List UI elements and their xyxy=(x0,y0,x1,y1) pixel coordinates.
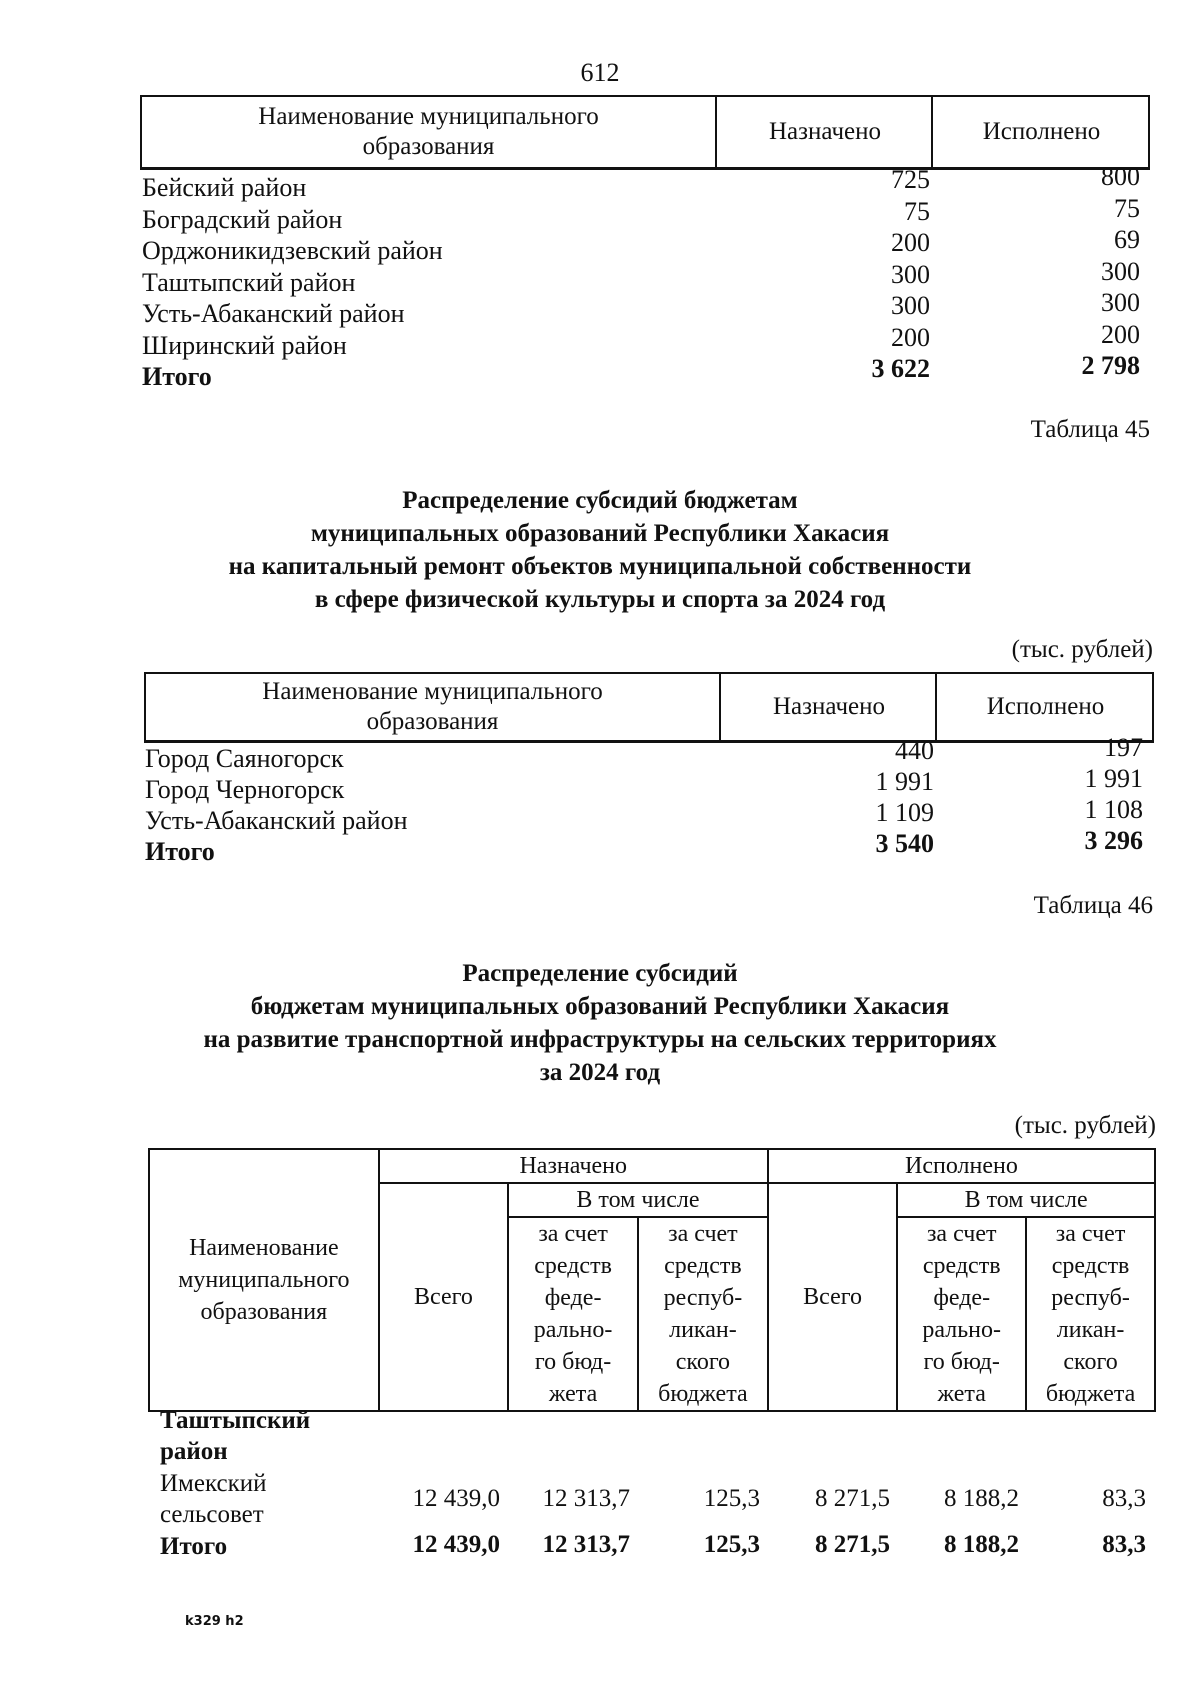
table45-table-row xyxy=(0,764,1200,804)
table45-title-line: на капитальный ремонт объектов муниципальной собственности xyxy=(228,553,972,580)
table46-total-cell: 12 313,7 xyxy=(542,1531,630,1558)
executed-value: 2 798 xyxy=(1081,351,1140,380)
table46-header-assigned: Назначено xyxy=(379,1149,768,1183)
table46-title-line: за 2024 год xyxy=(539,1059,661,1086)
table45-total-row xyxy=(0,826,1200,866)
table46-units: (тыс. рублей) xyxy=(1014,1112,1156,1139)
table46-cell: 8 271,5 xyxy=(815,1485,890,1512)
table46-cell: 12 313,7 xyxy=(542,1485,630,1512)
footer-code: k329 h2 xyxy=(185,1614,244,1629)
executed-value: 300 xyxy=(1101,256,1140,286)
table1-table-row xyxy=(0,288,1200,328)
table45-title-line: Распределение субсидий бюджетам xyxy=(402,487,798,514)
executed-value: 300 xyxy=(1101,288,1140,317)
table45-table-row xyxy=(0,795,1200,835)
table46-total-cell: 8 188,2 xyxy=(944,1531,1019,1558)
table46-row-name: Имекский сельсовет xyxy=(160,1470,267,1528)
row-name: Итого xyxy=(145,837,215,866)
table1-table-row xyxy=(0,193,1200,234)
table46-header-assigned-total: Всего xyxy=(379,1183,508,1411)
table45-units: (тыс. рублей) xyxy=(1011,636,1153,663)
table46-header-executed-federal: за счет средств феде-рально-го бюд-жета xyxy=(897,1217,1026,1411)
assigned-value: 440 xyxy=(895,736,934,765)
table45-header xyxy=(144,672,1154,743)
assigned-value: 3 622 xyxy=(871,354,930,383)
executed-value: 800 xyxy=(1101,162,1140,191)
row-name: Усть-Абаканский район xyxy=(145,806,408,835)
table46-total-row xyxy=(0,1529,1200,1563)
table1-header-name: Наименование муниципального образования xyxy=(258,103,599,160)
table45-header-name: Наименование муниципального образования xyxy=(262,678,603,735)
table46-total-cell: 125,3 xyxy=(703,1531,760,1558)
table46-label: Таблица 46 xyxy=(1033,892,1153,919)
table45-title-line: в сфере физической культуры и спорта за 2024 год xyxy=(314,586,886,613)
table46-header-executed-total: Всего xyxy=(768,1183,897,1411)
assigned-value: 200 xyxy=(891,228,930,257)
row-name: Усть-Абаканский район xyxy=(142,299,405,328)
row-name: Город Саяногорск xyxy=(145,744,344,773)
table45-title xyxy=(0,484,1200,616)
table46-total-name: Итого xyxy=(160,1533,228,1560)
table46-row xyxy=(0,1468,1200,1530)
table1-header-assigned: Назначено xyxy=(715,97,933,167)
table45-header-executed: Исполнено xyxy=(935,674,1154,740)
executed-value: 200 xyxy=(1101,319,1140,349)
table46-header-executed-republic: за счет средств респуб-ликан-ского бюджета xyxy=(1026,1217,1155,1411)
table46-title-line: бюджетам муниципальных образований Республики Хакасия xyxy=(250,993,950,1020)
table46-total-cell: 83,3 xyxy=(1102,1531,1146,1558)
table46-group-heading: Таштыпский район xyxy=(160,1407,311,1465)
table46-header-assigned-including: В том числе xyxy=(508,1183,768,1217)
table45-table-row xyxy=(0,733,1200,773)
table46-header-executed-including: В том числе xyxy=(897,1183,1155,1217)
table1-table-row xyxy=(0,319,1200,360)
row-name: Орджоникидзевский район xyxy=(142,236,443,265)
table46-cell: 125,3 xyxy=(703,1485,760,1512)
table46-header xyxy=(148,1148,1156,1412)
table45-label: Таблица 45 xyxy=(1030,416,1150,443)
table46-total-cell: 12 439,0 xyxy=(412,1531,500,1558)
table1-header xyxy=(140,95,1150,170)
row-name: Таштыпский район xyxy=(142,267,356,297)
table46-cell: 12 439,0 xyxy=(412,1485,500,1512)
table46-cell: 83,3 xyxy=(1102,1485,1146,1512)
row-name: Боградский район xyxy=(142,204,343,234)
assigned-value: 1 991 xyxy=(875,767,934,796)
table1-table-row xyxy=(0,162,1200,202)
table45-title-line: муниципальных образований Республики Хакасия xyxy=(310,520,890,547)
assigned-value: 1 109 xyxy=(875,798,934,827)
table1-header-executed: Исполнено xyxy=(931,97,1150,167)
assigned-value: 300 xyxy=(891,291,930,320)
assigned-value: 200 xyxy=(891,322,930,352)
assigned-value: 725 xyxy=(891,165,930,194)
table46-header-assigned-federal: за счет средств феде-рально-го бюд-жета xyxy=(508,1217,638,1411)
table46-title-line: на развитие транспортной инфраструктуры на сельских территориях xyxy=(203,1026,997,1053)
table1-table-row xyxy=(0,256,1200,297)
row-name: Ширинский район xyxy=(142,330,347,360)
executed-value: 1 108 xyxy=(1084,795,1143,824)
assigned-value: 3 540 xyxy=(875,829,934,858)
executed-value: 197 xyxy=(1104,733,1143,762)
table1-table-row xyxy=(0,225,1200,265)
assigned-value: 75 xyxy=(904,196,930,226)
table46-header-executed: Исполнено xyxy=(768,1149,1155,1183)
table45-header-assigned: Назначено xyxy=(719,674,937,740)
row-name: Итого xyxy=(142,362,212,391)
row-name: Город Черногорск xyxy=(145,775,345,804)
executed-value: 1 991 xyxy=(1084,764,1143,793)
executed-value: 69 xyxy=(1114,225,1140,254)
page-number: 612 xyxy=(580,58,620,87)
executed-value: 3 296 xyxy=(1084,826,1143,855)
table46-title-line: Распределение субсидий xyxy=(462,960,738,987)
table46-header-assigned-republic: за счет средств респуб-ликан-ского бюджета xyxy=(638,1217,768,1411)
table46-title xyxy=(0,957,1200,1089)
table1-total-row xyxy=(0,351,1200,391)
table46-header-name: Наименование муниципального образования xyxy=(149,1149,379,1411)
table46-total-cell: 8 271,5 xyxy=(815,1531,890,1558)
table46-cell: 8 188,2 xyxy=(944,1485,1019,1512)
assigned-value: 300 xyxy=(891,259,930,289)
row-name: Бейский район xyxy=(142,173,307,202)
executed-value: 75 xyxy=(1114,193,1140,223)
